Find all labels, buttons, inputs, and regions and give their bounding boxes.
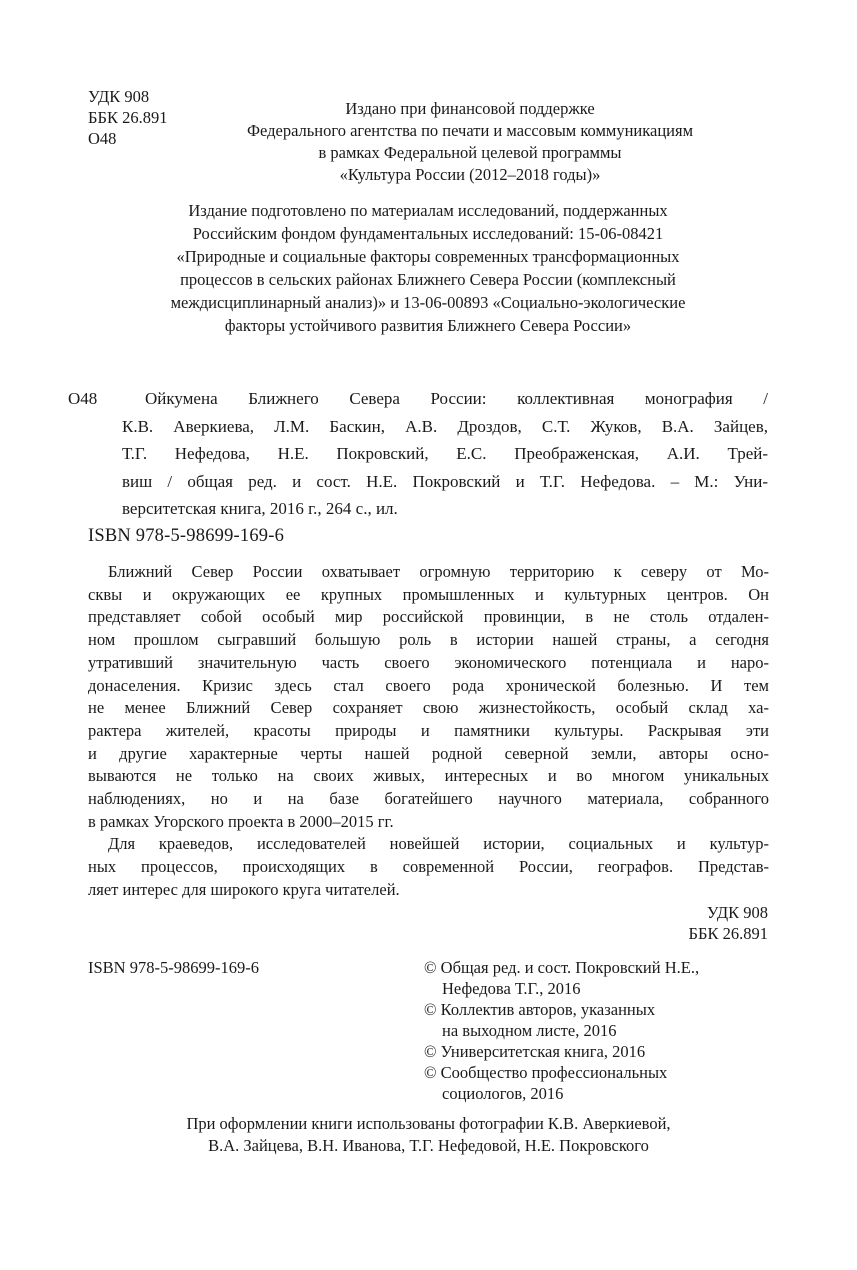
abstract-line: ляет интерес для широкого круга читателей.: [88, 879, 400, 899]
abstract-line: рактера жителей, красоты природы и памятники культуры. Раскрывая эти: [88, 720, 769, 740]
grants-line: междисциплинарный анализ)» и 13-06-00893 «Социально-экологические: [170, 293, 686, 312]
grants-line: «Природные и социальные факторы современных трансформационных: [176, 247, 680, 266]
bib-line: К.В. Аверкиева, Л.М. Баскин, А.В. Дроздов, С.Т. Жуков, В.А. Зайцев,: [122, 416, 768, 436]
abstract-line: ном прошлом сыгравший большую роль в истории нашей страны, а сегодня: [88, 630, 769, 650]
funding-line: Федерального агентства по печати и массовым коммуникациям: [246, 121, 694, 140]
copyright-line: © Университетская книга, 2016: [424, 1042, 646, 1061]
grants-line: факторы устойчивого развития Ближнего Севера России»: [224, 316, 632, 335]
bib-line: виш / общая ред. и сост. Н.Е. Покровский и Т.Г. Нефедова. – М.: Уни-: [122, 471, 768, 491]
copyright-line: © Сообщество профессиональных: [424, 1063, 668, 1082]
funding-line: в рамках Федеральной целевой программы: [318, 143, 622, 162]
classification-codes: [88, 86, 167, 149]
abstract: [88, 561, 769, 902]
abstract-line: Ближний Север России охватывает огромную территорию к северу от Мо-: [108, 562, 769, 581]
abstract-line: ных процессов, происходящих в современной России, географов. Представ-: [88, 857, 769, 877]
copyright-block: [424, 957, 699, 1104]
abstract-line: сквы и окружающих ее крупных промышленных и культурных центров. Он: [88, 584, 769, 604]
bib-line: Т.Г. Нефедова, Н.Е. Покровский, Е.С. Преображенская, А.И. Трей-: [122, 444, 768, 463]
bibliographic-code: О48: [68, 389, 98, 408]
isbn-main: ISBN 978-5-98699-169-6: [88, 526, 285, 546]
udk-code: УДК 908: [88, 87, 150, 106]
copyright-line: на выходном листе, 2016: [442, 1021, 617, 1040]
abstract-line: наблюдениях, но и на базе богатейшего научного материала, собранного: [88, 789, 769, 809]
bib-line: Ойкумена Ближнего Севера России: коллективная монография /: [145, 389, 768, 408]
funding-notice: [170, 98, 770, 186]
copyright-line: © Коллектив авторов, указанных: [424, 1000, 656, 1019]
bbk-code: ББК 26.891: [88, 108, 168, 127]
abstract-line: донаселения. Кризис здесь стал своего рода хронической болезнью. И тем: [88, 675, 769, 695]
bib-line: верситетская книга, 2016 г., 264 с., ил.: [122, 499, 398, 518]
abstract-paragraph-2: [88, 833, 769, 901]
funding-line: «Культура России (2012–2018 годы)»: [339, 165, 601, 184]
abstract-line: представляет собой особый мир российской провинции, в не столь отдален-: [88, 607, 769, 627]
bibliographic-record: [122, 385, 768, 523]
copyright-line: социологов, 2016: [442, 1084, 564, 1103]
abstract-line: в рамках Угорского проекта в 2000–2015 гг.: [88, 811, 394, 831]
abstract-line: Для краеведов, исследователей новейшей истории, социальных и культур-: [108, 834, 769, 854]
abstract-line: и другие характерные черты нашей родной северной земли, авторы осно-: [88, 743, 769, 763]
abstract-line: не менее Ближний Север сохраняет свою жизнестойкость, особый склад ха-: [88, 698, 769, 718]
classification-codes-right: [600, 902, 768, 944]
photo-credits-line: При оформлении книги использованы фотографии К.В. Аверкиевой,: [186, 1114, 671, 1133]
grants-line: процессов в сельских районах Ближнего Севера России (комплексный: [180, 270, 676, 289]
photo-credits: [88, 1113, 769, 1157]
bbk-code: ББК 26.891: [688, 924, 768, 943]
abstract-line: утративший значительную часть своего экономического потенциала и наро-: [88, 652, 769, 672]
grants-line: Российским фондом фундаментальных исследований: 15-06-08421: [192, 224, 664, 243]
photo-credits-line: В.А. Зайцева, В.Н. Иванова, Т.Г. Нефедовой, Н.Е. Покровского: [208, 1136, 649, 1155]
copyright-line: © Общая ред. и сост. Покровский Н.Е.,: [424, 958, 700, 977]
grants-notice: [100, 199, 756, 337]
author-mark: О48: [88, 129, 117, 148]
abstract-line: вываются не только на своих живых, интересных и во многом уникальных: [88, 766, 769, 786]
grants-line: Издание подготовлено по материалам исследований, поддержанных: [188, 201, 668, 220]
abstract-paragraph-1: [88, 561, 769, 833]
isbn-imprint: ISBN 978-5-98699-169-6: [88, 958, 259, 977]
funding-line: Издано при финансовой поддержке: [345, 99, 595, 118]
copyright-line: Нефедова Т.Г., 2016: [442, 979, 581, 998]
udk-code: УДК 908: [706, 903, 768, 922]
